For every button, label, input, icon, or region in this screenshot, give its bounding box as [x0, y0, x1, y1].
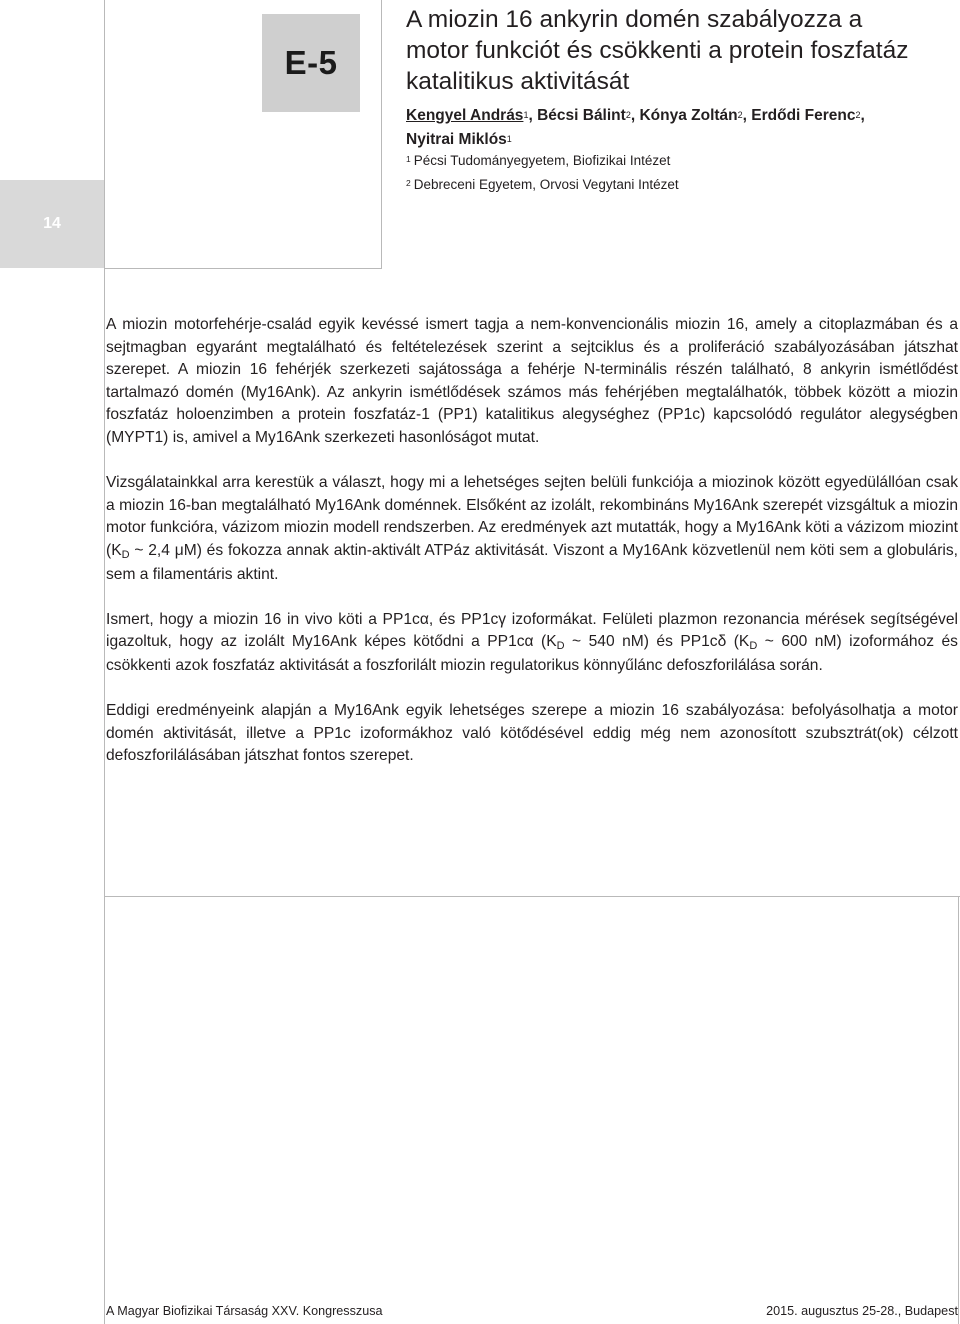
subscript: D	[556, 640, 565, 653]
author-name: Kengyel András	[406, 107, 524, 124]
affiliation-text: Debreceni Egyetem, Orvosi Vegytani Intézet	[413, 177, 679, 192]
author-affiliation-mark: 2	[625, 110, 631, 120]
page-number-tab	[0, 180, 104, 268]
paragraph-text: ~ 2,4 μM) és fokozza annak aktin-aktivált ATPáz aktivitását. Viszont a My16Ank közvetlenül nem köti sem a globuláris, sem a filamentáris aktint.	[106, 541, 958, 583]
paragraph-results	[106, 609, 958, 678]
author-separator: ,	[630, 107, 640, 124]
author-separator: ,	[742, 107, 752, 124]
abstract-code: E-5	[284, 44, 338, 81]
author-name: Nyitrai Miklós	[406, 131, 507, 148]
paragraph-intro: A miozin motorfehérje-család egyik kevéssé ismert tagja a nem-konvencionális miozin 16, amely a citoplazmában és a sejtmagban egyaránt megtalálható és feltételezések szerint a sejtciklus és a proliferáció szabályozásában játszhat szerepet. A miozin 16 fehérjék szerkezeti sajátossága a fehérje N-terminális részén található, 8 ankyrin ismétlődést tartalmazó domén (My16Ank). Az ankyrin ismétlődések számos más fehérjében megtalálhatók, többek között a miozin foszfatáz holoenzimben a protein foszfatáz-1 (PP1) katalitikus alegységhez (PP1c) kapcsolódó regulátor alegységben (MYPT1) is, amivel a My16Ank szerkezeti hasonlóságot mutat.	[106, 316, 958, 446]
author-affiliation-mark: 1	[523, 110, 529, 120]
author-affiliation-mark: 2	[855, 110, 861, 120]
footer-date-place: 2015. augusztus 25-28., Budapest	[766, 1304, 958, 1318]
notes-box-top-rule	[104, 896, 960, 897]
paragraph-text: ~ 600 nM) izoformához és csökkenti azok foszfatáz aktivitását a foszforilált miozin regulatorikus könnyűlánc defoszforilálása során.	[106, 633, 958, 674]
author-affiliation-mark: 2	[737, 110, 743, 120]
author-separator: ,	[860, 107, 865, 124]
header-divider-rule	[381, 0, 382, 268]
author-name: Erdődi Ferenc	[751, 107, 856, 124]
affiliation-number: 1	[406, 154, 411, 164]
page-number: 14	[43, 215, 61, 232]
abstract-title: A miozin 16 ankyrin domén szabályozza a motor funkciót és csökkenti a protein foszfatáz katalitikus aktivitását	[406, 6, 909, 95]
subscript: D	[121, 548, 130, 561]
abstract-body	[106, 314, 958, 790]
author-affiliation-mark: 1	[506, 134, 512, 144]
affiliation-line	[406, 176, 946, 194]
notes-box-right-rule	[958, 896, 959, 1324]
paragraph-text: ~ 540 nM) és PP1cδ (K	[564, 633, 750, 651]
paragraph-conclusion: Eddigi eredményeink alapján a My16Ank egyik lehetséges szerepe a miozin 16 szabályozása: befolyásolhatja a motor domén aktivitását, illetve a PP1c izoformákhoz való kötődésével eddig még nem azonosított szubsztrát(ok) célzott defoszforilálásában játszhat fontos szerepet.	[106, 702, 958, 765]
paragraph-methods	[106, 472, 958, 586]
left-margin-rule	[104, 0, 105, 1324]
affiliation-line	[406, 152, 946, 170]
footer-conference: A Magyar Biofizikai Társaság XXV. Kongresszusa	[106, 1304, 383, 1318]
affiliation-number: 2	[406, 178, 411, 188]
author-name: Bécsi Bálint	[537, 107, 626, 124]
abstract-code-box	[262, 14, 360, 112]
author-separator: ,	[528, 107, 538, 124]
subscript: D	[749, 640, 758, 653]
author-name: Kónya Zoltán	[639, 107, 738, 124]
author-list	[406, 104, 946, 152]
paragraph-text: Vizsgálatainkkal arra kerestük a választ, hogy mi a lehetséges sejten belüli funkciója a miozinok között egyedülállóan csak a miozin 16-ban megtalálható My16Ank doménnek. Elsőként az izolált, rekombináns My16Ank szerepét vizsgáltuk a miozin motor funkcióra, vázizom miozin modell rendszerben. Az eredmények azt mutatták, hogy a My16Ank köti a vázizom miozint (K	[106, 474, 958, 559]
affiliation-text: Pécsi Tudományegyetem, Biofizikai Intézet	[413, 153, 671, 168]
paragraph-text: Ismert, hogy a miozin 16 in vivo köti a PP1cα, és PP1cγ izoformákat. Felületi plazmon rezonancia mérések segítségével igazoltuk, hogy az izolált My16Ank képes kötődni a PP1cα (K	[106, 610, 958, 651]
header-bottom-rule	[104, 268, 382, 269]
